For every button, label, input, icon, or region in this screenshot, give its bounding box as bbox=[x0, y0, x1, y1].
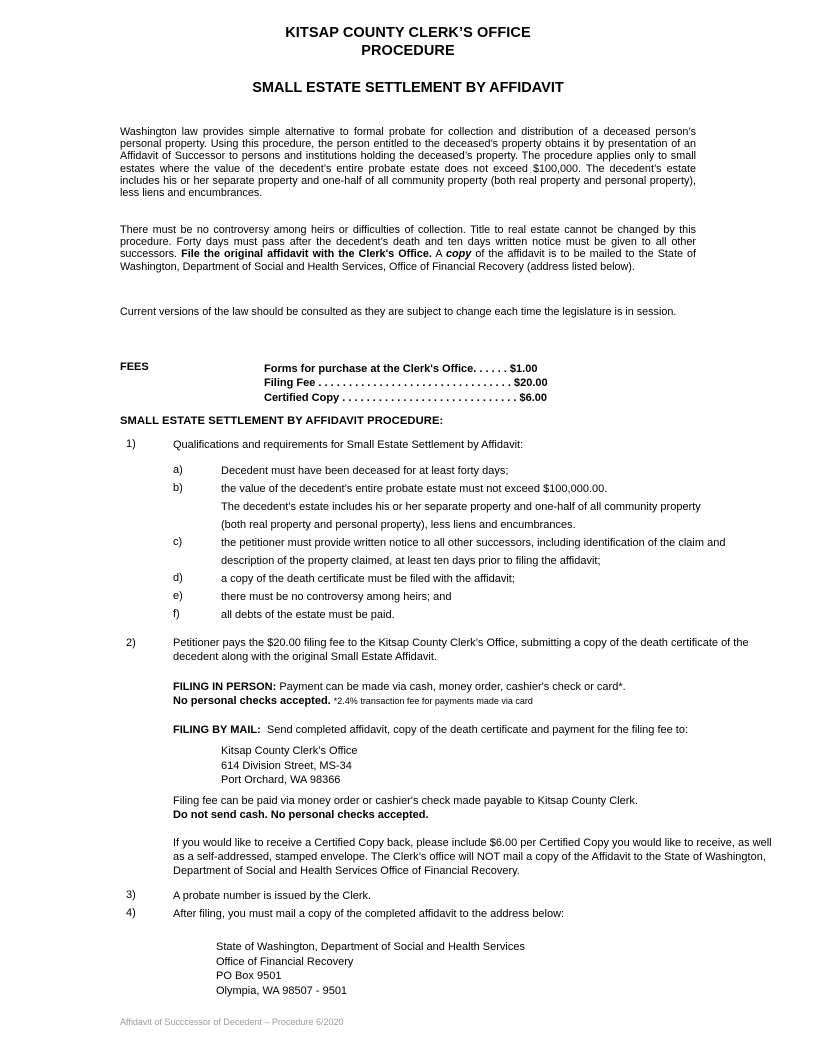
item-f-letter: f) bbox=[173, 608, 180, 620]
page-footer: Affidavit of Succcessor of Decedent – Procedure 6/2020 bbox=[120, 1017, 344, 1027]
step-3-text: A probate number is issued by the Clerk. bbox=[173, 890, 372, 902]
dshs-address: State of Washington, Department of Social and Health Services Office of Financial Recovery PO Box 9501 Olympia, WA 98507 - 9501 bbox=[216, 941, 525, 997]
clerk-address: Kitsap County Clerk’s Office 614 Division Street, MS-34 Port Orchard, WA 98366 bbox=[221, 745, 358, 786]
intro-paragraph-2: There must be no controversy among heirs or difficulties of collection. Title to real estate cannot be changed by this procedure. Forty days must pass after the decedent’s death and ten days written notice must be given to all other successors. File the original affidavit with the Clerk's Office. A copy of the affidavit is to be mailed to the State of Washington, Department of Social and Health Services, Office of Financial Recovery (address listed below). bbox=[120, 224, 697, 273]
step-1-text: Qualifications and requirements for Small Estate Settlement by Affidavit: bbox=[173, 439, 524, 451]
procedure-heading: PROCEDURE bbox=[361, 43, 455, 59]
item-b-letter: b) bbox=[173, 482, 183, 494]
item-c-text: the petitioner must provide written notice to all other successors, including identification of the claim and description of the property claimed, at least ten days prior to filing the affidavit; bbox=[221, 537, 726, 567]
item-a-letter: a) bbox=[173, 464, 183, 476]
intro-paragraph-1: Washington law provides simple alternative to formal probate for collection and distribution of a deceased person’s personal property. Using this procedure, the person entitled to the deceased’s property obtains it by presentation of an Affidavit of Successor to persons and institutions holding the deceased’s property. The procedure applies only to small estates where the value of the decedent’s entire probate estate does not exceed $100,000. The decedent’s estate includes his or her separate property and one-half of all community property (both real property and personal property), less liens and encumbrances. bbox=[120, 126, 696, 200]
procedure-title: SMALL ESTATE SETTLEMENT BY AFFIDAVIT PROCEDURE: bbox=[120, 415, 444, 427]
intro-paragraph-3: Current versions of the law should be consulted as they are subject to change each time the legislature is in session. bbox=[120, 306, 677, 318]
step-2-number: 2) bbox=[126, 637, 136, 649]
certified-copy-note: If you would like to receive a Certified Copy back, please include $6.00 per Certified Copy you would like to receive, as well as a self-addressed, stamped envelope. The Clerk’s office will NOT mail a copy of the Affidavit to the State of Washington, Department of Social and Health Services Office of Financial Recovery. bbox=[173, 837, 772, 877]
item-b-text: the value of the decedent’s entire probate estate must not exceed $100,000.00. The decedent’s estate includes his or her separate property and one-half of all community property (both real property and personal property), less liens and encumbrances. bbox=[221, 483, 701, 531]
fee-forms: Forms for purchase at the Clerk's Office. . . . . . $1.00 bbox=[264, 363, 538, 375]
item-f-text: all debts of the estate must be paid. bbox=[221, 609, 395, 621]
item-e-text: there must be no controversy among heirs; and bbox=[221, 591, 452, 603]
item-c-letter: c) bbox=[173, 536, 183, 548]
no-cash-note: Do not send cash. No personal checks accepted. bbox=[173, 809, 429, 821]
item-e-letter: e) bbox=[173, 590, 183, 602]
fees-label: FEES bbox=[120, 361, 149, 373]
step-4-number: 4) bbox=[126, 907, 136, 919]
filing-by-mail: FILING BY MAIL: Send completed affidavit, copy of the death certificate and payment for the filing fee to: bbox=[173, 724, 689, 736]
no-personal-checks: No personal checks accepted. *2.4% transaction fee for payments made via card bbox=[173, 695, 533, 707]
filing-in-person: FILING IN PERSON: Payment can be made via cash, money order, cashier's check or card*. bbox=[173, 681, 626, 693]
item-d-text: a copy of the death certificate must be filed with the affidavit; bbox=[221, 573, 515, 585]
page-title: SMALL ESTATE SETTLEMENT BY AFFIDAVIT bbox=[252, 80, 564, 96]
item-a-text: Decedent must have been deceased for at least forty days; bbox=[221, 465, 509, 477]
item-d-letter: d) bbox=[173, 572, 183, 584]
step-4-text: After filing, you must mail a copy of the completed affidavit to the address below: bbox=[173, 908, 565, 920]
office-heading: KITSAP COUNTY CLERK’S OFFICE bbox=[285, 25, 531, 41]
payment-note: Filing fee can be paid via money order or cashier's check made payable to Kitsap County Clerk. bbox=[173, 795, 638, 807]
fee-certified-copy: Certified Copy . . . . . . . . . . . . . . . . . . . . . . . . . . . . . $6.00 bbox=[264, 392, 548, 404]
step-3-number: 3) bbox=[126, 889, 136, 901]
step-2-text: Petitioner pays the $20.00 filing fee to the Kitsap County Clerk’s Office, submitting a copy of the death certificate of the decedent along with the original Small Estate Affidavit. bbox=[173, 637, 749, 663]
fee-filing: Filing Fee . . . . . . . . . . . . . . . . . . . . . . . . . . . . . . . . $20.00 bbox=[264, 377, 548, 389]
step-1-number: 1) bbox=[126, 438, 136, 450]
